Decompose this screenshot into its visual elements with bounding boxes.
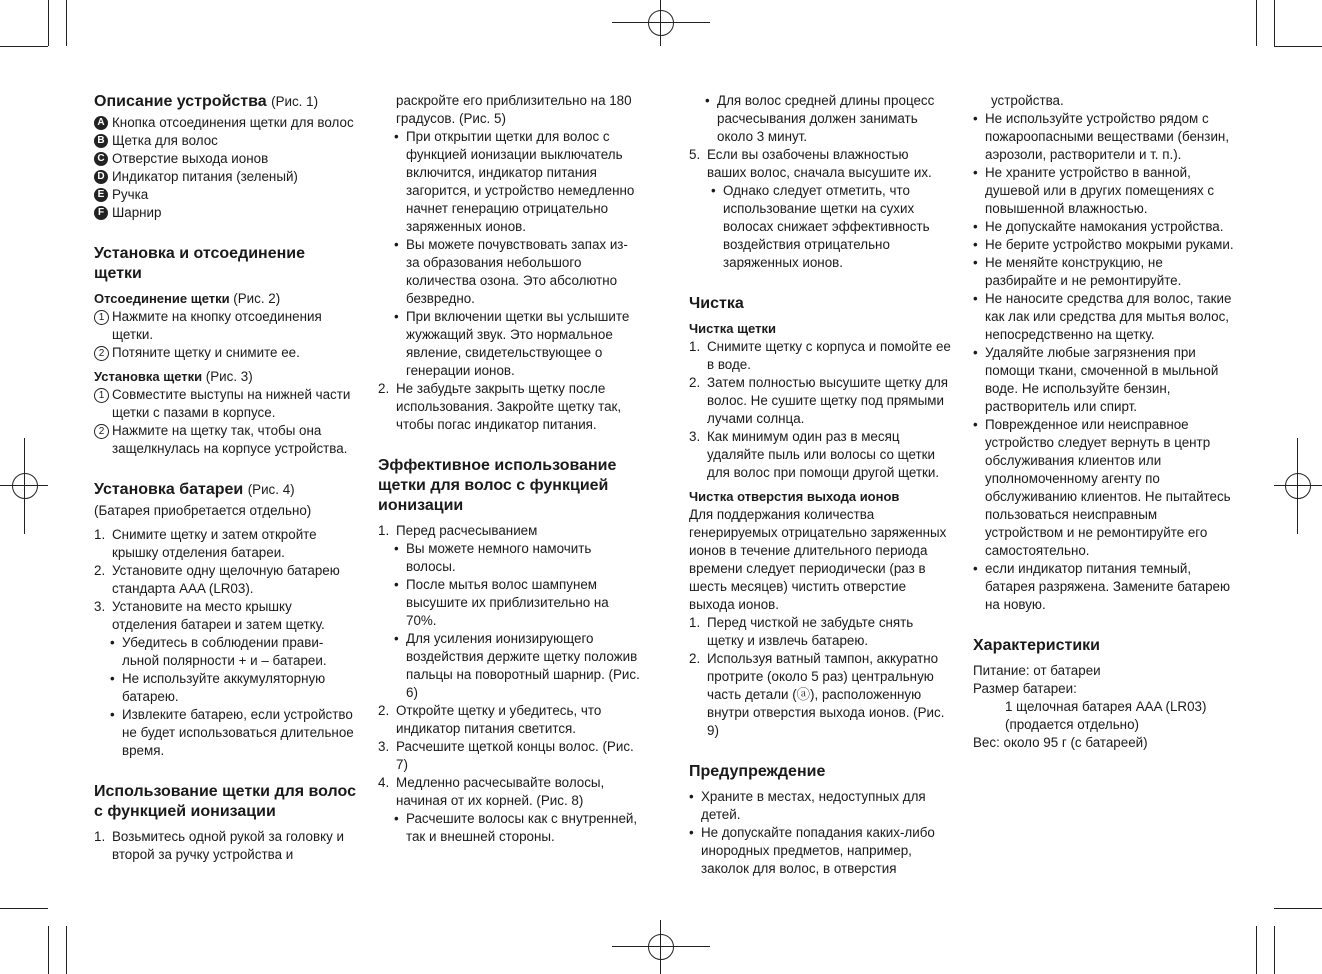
bullet-icon: • — [394, 129, 399, 144]
bullet-item — [94, 670, 356, 706]
list-item — [689, 650, 951, 740]
list-number: 3. — [94, 599, 106, 614]
part-text: Отверстие выхода ионов — [112, 151, 269, 166]
registration-mark — [12, 473, 38, 499]
bullet-text: Не храните устройство в ванной, душевой или в других помещениях с повышенной влажностью. — [985, 165, 1215, 216]
list-item-text: Перед чисткой не забудьте снять щетку и извлечь батарею. — [707, 615, 914, 648]
list-item-text: Не забудьте закрыть щетку после использования. Закройте щетку так, чтобы погас индикатор питания. — [396, 381, 622, 432]
part-letter-badge: F — [94, 206, 108, 220]
list-item-text: Затем полностью высушите щетку для волос. Не сушите щетку под прямыми лучами солнца. — [707, 375, 949, 426]
section-title: Чистка — [689, 295, 744, 312]
bullet-text: Убедитесь в соблюдении прави- льной полярности + и – батареи. — [122, 635, 327, 668]
bullet-text: Не наносите средства для волос, такие как лак или средства для мытья волос, непосредственно на щетку. — [985, 291, 1232, 342]
list-item — [94, 344, 356, 362]
bullet-item — [689, 182, 951, 272]
bullet-item — [378, 236, 640, 308]
bullet-item — [973, 290, 1235, 344]
list-item — [94, 828, 356, 864]
bullet-icon: • — [973, 165, 978, 180]
registration-line — [612, 22, 710, 23]
list-number: 1. — [94, 829, 106, 844]
list-item — [378, 738, 640, 774]
subsection-title — [94, 290, 356, 308]
registration-line — [660, 0, 661, 46]
registration-mark — [648, 10, 674, 36]
circled-number: 2 — [94, 424, 109, 439]
part-item — [94, 204, 356, 222]
spec-weight: Вес: около 95 г (с батареей) — [973, 735, 1148, 750]
list-item-text: Расчешите щеткой концы волос. (Рис. 7) — [396, 739, 634, 772]
list-item — [378, 702, 640, 738]
list-number: 2. — [378, 703, 390, 718]
subsection-title-text: Установка щетки — [94, 369, 203, 384]
bullet-item — [689, 824, 951, 878]
bullet-text: При открытии щетки для волос с функцией ионизации выключатель включится, индикатор питания загорится, и устройство немедленно начнет генерацию отрицательно заряженных ионов. — [406, 129, 635, 234]
list-item — [689, 338, 951, 374]
list-item — [378, 774, 640, 810]
bullet-icon: • — [973, 291, 978, 306]
subsection-title-text: Отсоединение щетки — [94, 291, 230, 306]
circled-number: 1 — [94, 388, 109, 403]
list-item-text: Потяните щетку и снимите ее. — [112, 345, 300, 360]
registration-line — [1274, 485, 1322, 486]
list-item — [689, 374, 951, 428]
part-text: Шарнир — [112, 205, 162, 220]
part-letter-badge: D — [94, 170, 108, 184]
section-title: Характеристики — [973, 637, 1101, 654]
part-item — [94, 114, 356, 132]
column-2 — [378, 92, 640, 846]
part-letter-badge: C — [94, 152, 108, 166]
bullet-text: Удаляйте любые загрязнения при помощи ткани, смоченной в мыльной воде. Не используйте бензин, растворитель или спирт. — [985, 345, 1219, 414]
crop-mark — [1256, 0, 1257, 46]
list-number: 1. — [689, 339, 701, 354]
part-text: Индикатор питания (зеленый) — [112, 169, 298, 184]
list-item — [689, 614, 951, 650]
list-item — [378, 522, 640, 540]
list-number: 5. — [689, 147, 701, 162]
column-4 — [973, 92, 1235, 752]
bullet-text: Для волос средней длины процесс расчесывания должен занимать около 3 минут. — [717, 93, 935, 144]
bullet-icon: • — [394, 237, 399, 252]
bullet-item — [94, 634, 356, 670]
bullet-text: Извлеките батарею, если устройство не будет использоваться длительное время. — [122, 707, 354, 758]
crop-mark — [48, 926, 49, 974]
figure-ref: (Рис. 1) — [271, 94, 319, 109]
list-number: 2. — [689, 651, 701, 666]
list-item-text: Нажмите на щетку так, чтобы она защелкнулась на корпусе устройства. — [112, 423, 348, 456]
registration-line — [660, 920, 661, 974]
part-item — [94, 132, 356, 150]
bullet-text: После мытья волос шампунем высушите их приблизительно на 70%. — [406, 577, 609, 628]
paragraph: Для поддержания количества генерируемых отрицательно заряженных ионов в течение длительного периода времени следует периодически (раз в шесть месяцев) чистить отверстие выхода ионов. — [689, 507, 947, 612]
bullet-icon: • — [973, 417, 978, 432]
section-title: Установка и отсоединение щетки — [94, 245, 306, 282]
bullet-icon: • — [110, 671, 115, 686]
bullet-text: Расчешите волосы как с внутренней, так и внешней стороны. — [406, 811, 638, 844]
part-text: Щетка для волос — [112, 133, 218, 148]
registration-line — [1297, 438, 1298, 534]
registration-line — [24, 438, 25, 534]
bullet-item — [378, 576, 640, 630]
list-item-text: Установите на место крышку отделения батареи и затем щетку. — [112, 599, 325, 632]
spec-power: Питание: от батареи — [973, 663, 1101, 678]
crop-mark — [66, 926, 67, 974]
list-item-text: Используя ватный тампон, аккуратно протрите (около 5 раз) центральную часть детали (ⓐ), расположенную внутри отверстия выхода ионов. (Рис. 9) — [707, 651, 945, 738]
circled-number: 1 — [94, 310, 109, 325]
part-letter-badge: B — [94, 134, 108, 148]
subsection-title: Чистка отверстия выхода ионов — [689, 489, 900, 504]
bullet-text: Вы можете почувствовать запах из-за образования небольшого количества озона. Это абсолютно безвредно. — [406, 237, 628, 306]
bullet-item — [973, 164, 1235, 218]
bullet-item — [689, 788, 951, 824]
part-item — [94, 168, 356, 186]
section-title-text: Установка батареи — [94, 481, 244, 498]
part-letter-badge: A — [94, 116, 108, 130]
list-number: 2. — [94, 563, 106, 578]
bullet-item — [378, 128, 640, 236]
list-item-text: Совместите выступы на нижней части щетки с пазами в корпусе. — [112, 387, 351, 420]
section-title: Эффективное использование щетки для волос с функцией ионизации — [378, 457, 617, 514]
bullet-item — [973, 236, 1235, 254]
section-title: Предупреждение — [689, 763, 826, 780]
bullet-icon: • — [689, 825, 694, 840]
crop-mark — [1274, 0, 1275, 46]
list-number: 4. — [378, 775, 390, 790]
bullet-text: Не допускайте попадания каких-либо инородных предметов, например, заколок для волос, в отверстия — [701, 825, 935, 876]
bullet-icon: • — [110, 635, 115, 650]
crop-mark — [1274, 926, 1275, 974]
list-item-text: Снимите щетку и затем откройте крышку отделения батареи. — [112, 527, 317, 560]
bullet-text: Храните в местах, недоступных для детей. — [701, 789, 926, 822]
crop-mark — [66, 0, 67, 46]
list-item-text: Если вы озабочены влажностью ваших волос, сначала высушите их. — [707, 147, 932, 180]
column-3 — [689, 92, 951, 878]
bullet-item — [973, 254, 1235, 290]
bullet-icon: • — [711, 183, 716, 198]
circled-number: 2 — [94, 346, 109, 361]
bullet-icon: • — [973, 561, 978, 576]
bullet-item — [973, 218, 1235, 236]
bullet-item — [973, 416, 1235, 560]
list-item — [94, 526, 356, 562]
bullet-text: Не используйте устройство рядом с пожароопасными веществами (бензин, аэрозоли, растворители и т. п.). — [985, 111, 1230, 162]
bullet-item — [378, 810, 640, 846]
crop-mark — [1274, 46, 1322, 47]
list-number: 1. — [94, 527, 106, 542]
section-title — [94, 480, 356, 500]
bullet-item — [378, 630, 640, 702]
bullet-icon: • — [973, 345, 978, 360]
crop-mark — [1274, 908, 1322, 909]
part-item — [94, 150, 356, 168]
section-title: Использование щетки для волос с функцией ионизации — [94, 783, 356, 820]
part-text: Ручка — [112, 187, 149, 202]
bullet-text: если индикатор питания темный, батарея разряжена. Замените батарею на новую. — [985, 561, 1231, 612]
list-number: 3. — [689, 429, 701, 444]
figure-ref: (Рис. 2) — [233, 291, 281, 306]
spec-battery-note: (продается отдельно) — [1005, 717, 1139, 732]
spec-battery-value: 1 щелочная батарея AAA (LR03) — [1005, 699, 1207, 714]
column-1 — [94, 92, 356, 864]
list-item — [94, 562, 356, 598]
section-title-text: Описание устройства — [94, 93, 267, 110]
continued-text: раскройте его приблизительно на 180 градусов. (Рис. 5) — [396, 93, 632, 126]
bullet-icon: • — [394, 541, 399, 556]
bullet-icon: • — [394, 631, 399, 646]
bullet-item — [689, 92, 951, 146]
bullet-text: Для усиления ионизирующего воздействия держите щетку положив пальцы на поворотный шарнир. (Рис. 6) — [406, 631, 640, 700]
bullet-icon: • — [973, 255, 978, 270]
bullet-text: При включении щетки вы услышите жужжащий звук. Это нормальное явление, свидетельствующее о генерации ионов. — [406, 309, 630, 378]
bullet-text: Поврежденное или неисправное устройство следует вернуть в центр обслуживания клиентов или уполномоченному агенту по обслуживанию клиентов. Не пытайтесь пользоваться неисправным устройством и не ремонтируйте его самостоятельно. — [985, 417, 1231, 558]
list-item — [689, 428, 951, 482]
list-item-text: Как минимум один раз в месяц удаляйте пыль или волосы со щетки для волос при помощи другой щетки. — [707, 429, 940, 480]
bullet-item — [94, 706, 356, 760]
bullet-text: Однако следует отметить, что использование щетки на сухих волосах снижает эффективность воздействия отрицательно заряженных ионов. — [723, 183, 930, 270]
bullet-item — [378, 540, 640, 576]
bullet-text: Не меняйте конструкцию, не разбирайте и не ремонтируйте. — [985, 255, 1182, 288]
spec-battery-label: Размер батареи: — [973, 681, 1077, 696]
registration-line — [612, 946, 710, 947]
bullet-icon: • — [394, 309, 399, 324]
bullet-icon: • — [394, 811, 399, 826]
list-item — [94, 422, 356, 458]
part-item — [94, 186, 356, 204]
bullet-icon: • — [973, 219, 978, 234]
registration-mark — [1285, 473, 1311, 499]
continued-text: устройства. — [991, 93, 1064, 108]
bullet-icon: • — [394, 577, 399, 592]
bullet-icon: • — [110, 707, 115, 722]
subsection-title — [94, 368, 356, 386]
list-number: 3. — [378, 739, 390, 754]
crop-mark — [0, 46, 48, 47]
list-item — [378, 380, 640, 434]
list-item-text: Нажмите на кнопку отсоединения щетки. — [112, 309, 322, 342]
list-item-text: Откройте щетку и убедитесь, что индикатор питания светится. — [396, 703, 602, 736]
part-text: Кнопка отсоединения щетки для волос — [112, 115, 354, 130]
list-item — [94, 386, 356, 422]
crop-mark — [48, 0, 49, 46]
bullet-text: Не берите устройство мокрыми руками. — [985, 237, 1234, 252]
bullet-icon: • — [705, 93, 710, 108]
crop-mark — [0, 908, 48, 909]
list-item-text: Возьмитесь одной рукой за головку и второй за ручку устройства и — [112, 829, 344, 862]
list-item-text: Снимите щетку с корпуса и помойте ее в воде. — [707, 339, 951, 372]
bullet-item — [973, 560, 1235, 614]
list-number: 1. — [378, 523, 390, 538]
bullet-icon: • — [689, 789, 694, 804]
bullet-text: Не допускайте намокания устройства. — [985, 219, 1224, 234]
list-item-text: Перед расчесыванием — [396, 523, 538, 538]
part-letter-badge: E — [94, 188, 108, 202]
list-number: 2. — [378, 381, 390, 396]
figure-ref: (Рис. 4) — [247, 482, 295, 497]
list-item — [94, 598, 356, 634]
list-item — [689, 146, 951, 182]
list-number: 2. — [689, 375, 701, 390]
bullet-text: Не используйте аккумуляторную батарею. — [122, 671, 326, 704]
registration-mark — [648, 934, 674, 960]
section-title — [94, 92, 356, 112]
list-item-text: Медленно расчесывайте волосы, начиная от их корней. (Рис. 8) — [396, 775, 605, 808]
bullet-item — [378, 308, 640, 380]
crop-mark — [1256, 926, 1257, 974]
bullet-icon: • — [973, 237, 978, 252]
note-text: (Батарея приобретается отдельно) — [94, 503, 312, 518]
list-item-text: Установите одну щелочную батарею стандарта AAA (LR03). — [112, 563, 340, 596]
figure-ref: (Рис. 3) — [205, 369, 253, 384]
list-item — [94, 308, 356, 344]
bullet-item — [973, 110, 1235, 164]
list-number: 1. — [689, 615, 701, 630]
subsection-title: Чистка щетки — [689, 321, 776, 336]
bullet-item — [973, 344, 1235, 416]
bullet-text: Вы можете немного намочить волосы. — [406, 541, 592, 574]
bullet-icon: • — [973, 111, 978, 126]
